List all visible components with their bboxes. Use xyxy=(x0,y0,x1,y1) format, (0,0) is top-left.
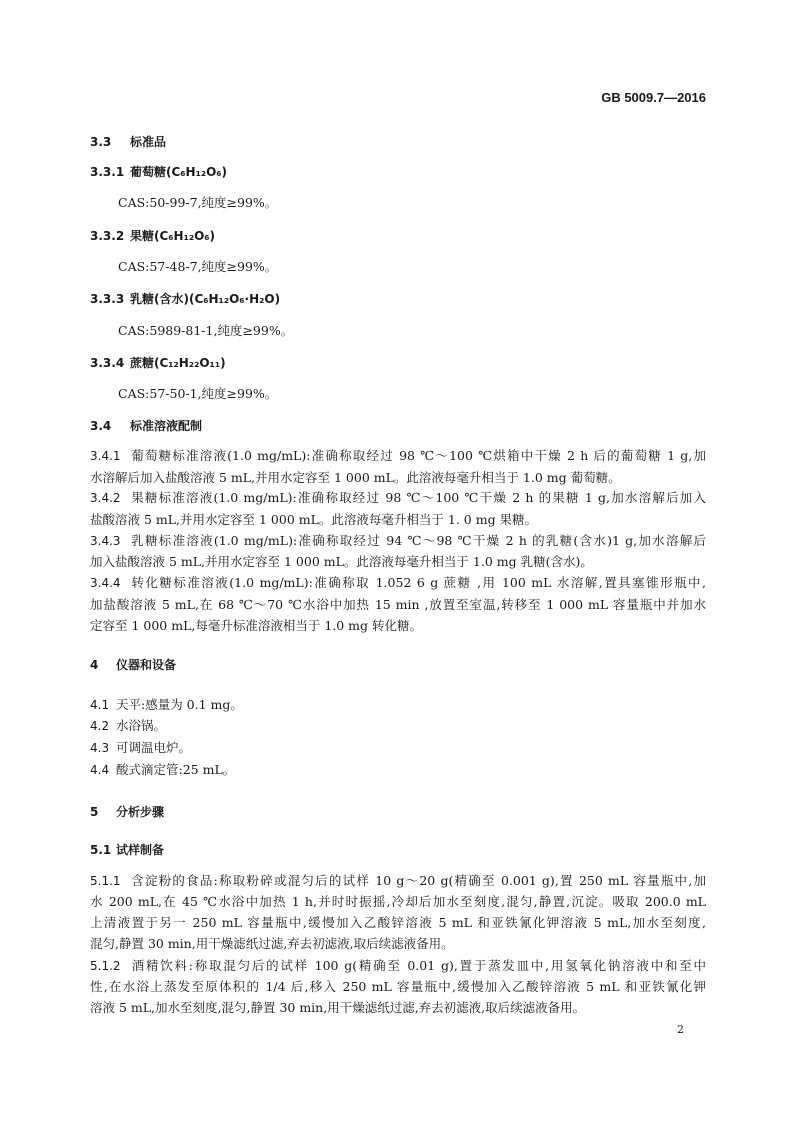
cas-text: CAS:57-48-7,纯度≥99%。 xyxy=(118,259,278,274)
cas-text: CAS:50-99-7,纯度≥99%。 xyxy=(118,195,278,210)
text: 果糖(C₆H₁₂O₆) xyxy=(130,229,216,243)
text: 乳糖标准溶液(1.0 mg/mL):准确称取经过 94 ℃～98 ℃干燥 2 h 的乳糖(含水)1 g,加水溶解后 xyxy=(130,533,706,548)
paragraph-line xyxy=(90,490,706,506)
text: 仪器和设备 xyxy=(116,658,177,672)
paragraph-line: 上清液置于另一 250 mL 容量瓶中,缓慢加入乙酸锌溶液 5 mL 和亚铁氰化钾溶液 5 mL,加水至刻度, xyxy=(90,915,706,930)
section-number: 3.4.3 xyxy=(90,534,121,548)
section-number: 3.4.4 xyxy=(90,576,121,590)
section-number: 5.1.2 xyxy=(90,959,121,973)
section-number: 4.1 xyxy=(90,698,110,712)
section-4-heading xyxy=(90,657,706,673)
section-number: 3.3.4 xyxy=(90,356,125,370)
section-number: 3.4.2 xyxy=(90,491,121,505)
text: 水浴锅。 xyxy=(116,718,167,733)
page-number: 2 xyxy=(677,1023,684,1036)
list-item xyxy=(90,762,706,778)
text: 葡萄糖(C₆H₁₂O₆) xyxy=(130,165,228,179)
paragraph-line xyxy=(90,448,706,464)
list-item xyxy=(90,740,706,756)
text: 乳糖(含水)(C₆H₁₂O₆·H₂O) xyxy=(130,292,281,306)
text: 试样制备 xyxy=(116,843,165,857)
section-5-heading xyxy=(90,804,706,820)
text: 果糖标准溶液(1.0 mg/mL):准确称取经过 98 ℃～100 ℃干燥 2 h 的果糖 1 g,加水溶解后加入 xyxy=(130,490,706,505)
section-number: 5.1.1 xyxy=(90,874,121,888)
list-item xyxy=(90,697,706,713)
paragraph-line: 溶液 5 mL,加水至刻度,混匀,静置 30 min,用干燥滤纸过滤,弃去初滤液,取后续滤液备用。 xyxy=(90,1000,586,1015)
section-number: 3.3.1 xyxy=(90,165,125,179)
section-5-1-heading xyxy=(90,842,706,858)
section-number: 3.3.3 xyxy=(90,292,125,306)
paragraph-line xyxy=(90,873,706,889)
list-item xyxy=(90,718,706,734)
text: 天平:感量为 0.1 mg。 xyxy=(116,697,243,712)
paragraph-line: 定容至 1 000 mL,每毫升标准溶液相当于 1.0 mg 转化糖。 xyxy=(90,618,423,633)
text: 转化糖标准溶液(1.0 mg/mL):准确称取 1.052 6 g 蔗糖 ,用 100 mL 水溶解,置具塞锥形瓶中, xyxy=(130,575,706,590)
section-3-3-2-heading xyxy=(90,228,706,244)
text: 可调温电炉。 xyxy=(116,740,192,755)
paragraph-line: 水 200 mL,在 45 ℃水浴中加热 1 h,并时时振摇,冷却后加水至刻度,混匀,静置,沉淀。吸取 200.0 mL xyxy=(90,894,706,909)
paragraph-line: 性,在水浴上蒸发至原体积的 1/4 后,移入 250 mL 容量瓶中,缓慢加入乙酸锌溶液 5 mL 和亚铁氰化钾 xyxy=(90,979,706,994)
text: 葡萄糖标准溶液(1.0 mg/mL):准确称取经过 98 ℃～100 ℃烘箱中干燥 2 h 后的葡萄糖 1 g,加 xyxy=(130,448,706,463)
text: 含淀粉的食品:称取粉碎或混匀后的试样 10 g～20 g(精确至 0.001 g),置 250 mL 容量瓶中,加 xyxy=(130,873,706,888)
text: 标准品 xyxy=(130,135,167,149)
paragraph-line xyxy=(90,575,706,591)
cas-text: CAS:5989-81-1,纯度≥99%。 xyxy=(118,323,294,338)
section-3-4-heading xyxy=(90,418,706,434)
standard-number-header: GB 5009.7—2016 xyxy=(601,90,706,105)
section-number: 4.4 xyxy=(90,763,110,777)
text: 标准溶液配制 xyxy=(130,419,203,433)
text: 酒精饮料:称取混匀后的试样 100 g(精确至 0.01 g),置于蒸发皿中,用氢氧化钠溶液中和至中 xyxy=(130,958,706,973)
section-3-3-3-heading xyxy=(90,291,706,307)
section-number: 3.3.2 xyxy=(90,229,125,243)
paragraph-line xyxy=(90,533,706,549)
section-number: 4 xyxy=(90,658,99,672)
section-number: 4.3 xyxy=(90,741,110,755)
paragraph-line: 加盐酸溶液 5 mL,在 68 ℃～70 ℃水浴中加热 15 min ,放置至室温,转移至 1 000 mL 容量瓶中并加水 xyxy=(90,597,706,612)
text: 分析步骤 xyxy=(116,805,165,819)
section-3-3-heading xyxy=(90,134,706,150)
section-number: 5 xyxy=(90,805,99,819)
section-number: 4.2 xyxy=(90,719,110,733)
paragraph-line: 加入盐酸溶液 5 mL,并用水定容至 1 000 mL。此溶液每毫升相当于 1.0 mg 乳糖(含水)。 xyxy=(90,554,593,569)
paragraph-line: 水溶解后加入盐酸溶液 5 mL,并用水定容至 1 000 mL。此溶液每毫升相当于 1.0 mg 葡萄糖。 xyxy=(90,470,621,485)
section-number: 5.1 xyxy=(90,843,112,857)
section-number: 3.4.1 xyxy=(90,449,121,463)
text: 酸式滴定管:25 mL。 xyxy=(116,762,236,777)
section-number: 3.4 xyxy=(90,419,112,433)
section-number: 3.3 xyxy=(90,135,112,149)
paragraph-line: 盐酸溶液 5 mL,并用水定容至 1 000 mL。此溶液每毫升相当于 1. 0 mg 果糖。 xyxy=(90,512,538,527)
text: 蔗糖(C₁₂H₂₂O₁₁) xyxy=(130,356,226,370)
section-3-3-4-heading xyxy=(90,355,706,371)
cas-text: CAS:57-50-1,纯度≥99%。 xyxy=(118,386,278,401)
section-3-3-1-heading xyxy=(90,164,706,180)
paragraph-line xyxy=(90,958,706,974)
paragraph-line: 混匀,静置 30 min,用干燥滤纸过滤,弃去初滤液,取后续滤液备用。 xyxy=(90,936,454,951)
